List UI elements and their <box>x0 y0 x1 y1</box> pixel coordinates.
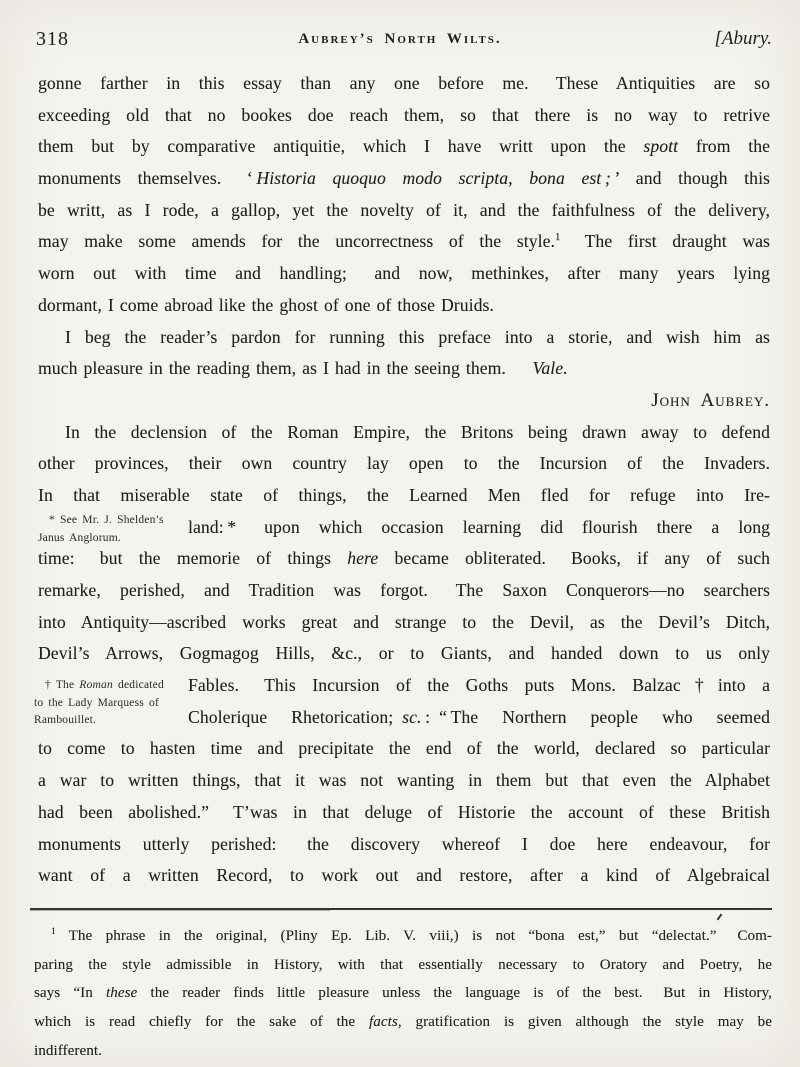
paragraph-preface-2 <box>38 322 770 385</box>
text-segment: Roman <box>79 679 113 691</box>
running-header-title: Aubrey’s North Wilts. <box>298 31 502 47</box>
text-segment: ’ and though this <box>610 168 771 189</box>
margin-note-2 <box>34 677 202 730</box>
text-line <box>188 702 770 734</box>
text-segment: to come to hasten time and precipitate the end of the world, declared so particular <box>38 738 770 759</box>
paragraph-main-history <box>38 417 770 892</box>
text-segment: time: but the memorie of things <box>38 548 348 569</box>
margin-note-line <box>38 530 206 548</box>
text-segment: dormant, I come abroad like the ghost of one of those Druids. <box>38 294 494 315</box>
text-segment: the reader finds little pleasure unless the language is of the best. But in History, <box>137 985 772 1002</box>
text-segment: , gratification is given although the style may be <box>397 1014 773 1031</box>
text-segment: became obliterated. Books, if any of such <box>378 548 771 569</box>
footnote-line <box>34 979 772 1008</box>
text-segment: 1 <box>51 926 56 936</box>
text-line <box>38 195 770 227</box>
text-line <box>38 290 770 322</box>
text-segment: other provinces, their own country lay open to the Incursion of the Invaders. <box>38 453 770 474</box>
text-segment: exceeding old that no bookes doe reach them, so that there is no way to retrive <box>38 104 770 125</box>
footnote-line <box>34 951 772 980</box>
text-segment: had been abolished.” T’was in that deluge of Historie the account of these British <box>38 801 770 822</box>
header-section-label: [Abury. <box>714 28 772 49</box>
text-line <box>38 322 770 354</box>
text-segment: * See Mr. J. Shelden’s <box>49 514 164 526</box>
text-segment: monuments utterly perished: the discovery whereof I doe here endeavour, for <box>38 833 770 854</box>
text-segment: 1 <box>555 232 561 244</box>
text-segment: Historia quoquo modo scripta, bona est ; <box>256 168 611 189</box>
margin-note-line <box>34 677 202 695</box>
text-segment: here <box>347 548 379 569</box>
text-segment: sc. <box>402 706 422 727</box>
text-segment: : “ The Northern people who seemed <box>421 706 770 727</box>
text-segment: these <box>105 985 138 1002</box>
text-segment: Fables. This Incursion of the Goths puts Mons. Balzac † into a <box>188 675 770 696</box>
text-line <box>38 353 770 385</box>
text-line <box>38 638 770 670</box>
text-segment: want of a written Record, to work out and restore, after a kind of Algebraical <box>38 865 770 886</box>
text-line <box>38 163 770 195</box>
text-line <box>38 607 770 639</box>
running-header <box>0 28 800 54</box>
footnote-line <box>34 1008 772 1037</box>
text-segment: much pleasure in the reading them, as I had in the seeing them. <box>38 358 533 379</box>
margin-note-1 <box>38 512 206 547</box>
paragraph-preface-1 <box>38 68 770 322</box>
text-segment: from the <box>678 136 771 157</box>
text-segment: them but by comparative antiquitie, which I have writt upon the <box>38 136 644 157</box>
text-segment: Cholerique Rhetorication; <box>188 706 403 727</box>
text-line <box>38 226 770 258</box>
text-segment: Vale. <box>532 358 568 379</box>
footnote <box>34 922 772 1065</box>
author-signature: John Aubrey. <box>651 389 770 411</box>
text-segment: gonne farther in this essay than any one before me. These Antiquities are so <box>38 73 770 93</box>
text-segment: remarke, perished, and Tradition was forgot. The Saxon Conquerors—no searchers <box>38 580 770 600</box>
page-number: 318 <box>36 28 69 50</box>
text-segment: monuments themselves. ‘ <box>38 168 257 189</box>
text-segment: Rambouillet. <box>34 714 97 726</box>
text-line <box>38 765 770 797</box>
text-line <box>38 68 770 100</box>
footnote-line <box>34 1037 772 1066</box>
text-line <box>38 797 770 829</box>
text-segment: into Antiquity—ascribed works great and strange to the Devil, as the Devil’s Ditch, <box>38 611 770 632</box>
text-segment: worn out with time and handling; and now, methinkes, after many years lying <box>38 263 770 284</box>
margin-note-line <box>34 695 202 713</box>
text-segment: The first draught was <box>560 231 771 252</box>
text-line <box>188 670 770 702</box>
text-segment: paring the style admissible in History, with that essentially necessary to Oratory and Poetry, he <box>34 956 772 973</box>
text-segment: dedicated <box>112 679 164 691</box>
text-line <box>38 860 770 892</box>
margin-note-line <box>34 712 202 730</box>
main-text <box>38 68 770 892</box>
text-line <box>38 258 770 290</box>
footnote-rule <box>30 908 772 910</box>
text-segment: † The <box>45 679 80 691</box>
text-segment: land: * upon which occasion learning did flourish there a long <box>188 516 770 537</box>
text-segment: spott <box>643 136 679 157</box>
text-line <box>38 543 770 575</box>
text-segment: In the declension of the Roman Empire, the Britons being drawn away to defend <box>65 421 770 442</box>
text-segment: indifferent. <box>34 1042 102 1059</box>
text-segment: The phrase in the original, (Pliny Ep. Lib. V. viii,) is not “bona est,” but “delectat.” Com- <box>55 928 772 944</box>
text-segment: be writt, as I rode, a gallop, yet the novelty of it, and the faithfulness of the delivery, <box>38 199 770 220</box>
text-line <box>38 829 770 861</box>
text-segment: Devil’s Arrows, Gogmagog Hills, &c., or to Giants, and handed down to us only <box>38 643 770 664</box>
text-segment: to the Lady Marquess of <box>34 696 160 709</box>
margin-note-line <box>38 512 206 530</box>
text-segment: may make some amends for the uncorrectness of the style. <box>38 231 555 252</box>
text-line <box>188 512 770 544</box>
text-line <box>38 448 770 480</box>
text-segment: says “In <box>34 985 106 1002</box>
text-line <box>38 480 770 512</box>
text-line <box>38 575 770 607</box>
text-segment: In that miserable state of things, the Learned Men fled for refuge into Ire- <box>38 484 770 505</box>
text-line <box>38 100 770 132</box>
text-line <box>38 417 770 449</box>
text-segment: facts <box>368 1014 398 1031</box>
text-line <box>38 733 770 765</box>
scan-artifact-mark <box>717 914 723 921</box>
text-segment: I beg the reader’s pardon for running this preface into a storie, and wish him as <box>65 326 770 347</box>
text-line <box>38 131 770 163</box>
text-segment: which is read chiefly for the sake of the <box>34 1014 369 1031</box>
text-segment: a war to written things, that it was not wanting in them but that even the Alphabet <box>38 770 770 791</box>
footnote-line <box>34 922 772 951</box>
text-segment: Janus Anglorum. <box>38 531 121 544</box>
